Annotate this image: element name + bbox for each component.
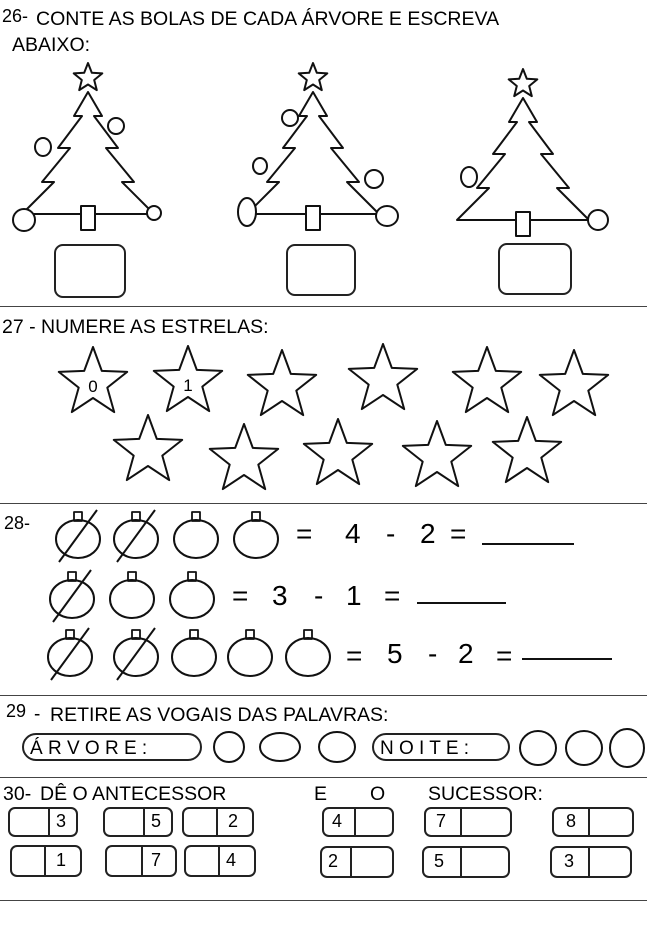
- word-noite: N O I T E :: [372, 733, 510, 761]
- q30-e: E: [314, 783, 328, 805]
- star-to-number-icon: [403, 421, 471, 486]
- successor-answer-cell[interactable]: [356, 809, 392, 835]
- given-number: 3: [564, 851, 575, 871]
- equation-minuend: 5: [387, 638, 403, 669]
- ornament-body: [170, 580, 214, 618]
- ornament-ball-icon: [50, 570, 94, 622]
- ornament-ball-icon: [238, 198, 256, 226]
- equation-equals: =: [496, 640, 513, 671]
- section-divider: [0, 306, 647, 307]
- q26-instruction-line1: CONTE AS BOLAS DE CADA ÁRVORE E ESCREVA: [36, 8, 500, 30]
- equation-subtrahend: 2: [458, 638, 474, 669]
- q27-instruction: 27 - NUMERE AS ESTRELAS:: [2, 316, 269, 338]
- tree-count-answer-box[interactable]: [498, 243, 572, 295]
- ornament-ball-icon: [461, 167, 477, 187]
- predecessor-answer-cell[interactable]: [10, 809, 46, 835]
- predecessor-box: [103, 807, 173, 837]
- predecessor-box: [10, 845, 82, 877]
- star-to-number-icon: [349, 344, 417, 409]
- ornament-ball-icon: [286, 630, 330, 676]
- given-number: 7: [436, 811, 447, 831]
- predecessor-box: [182, 807, 254, 837]
- predecessor-answer-cell[interactable]: [184, 809, 214, 835]
- given-number: 2: [228, 811, 239, 831]
- ornament-ball-icon: [108, 118, 124, 134]
- tree-top-star-icon: [299, 63, 328, 90]
- tree-trunk: [516, 212, 530, 236]
- ornament-ball-icon: [234, 512, 278, 558]
- star-number-label: 0: [88, 377, 98, 396]
- equation-subtrahend: 2: [420, 518, 436, 549]
- ornament-body: [50, 580, 94, 618]
- ornament-ball-icon: [228, 630, 272, 676]
- given-number: 5: [151, 811, 162, 831]
- q30-number: 30-: [3, 783, 32, 805]
- successor-answer-cell[interactable]: [590, 809, 632, 835]
- q29-dash: -: [34, 704, 41, 725]
- given-number: 3: [56, 811, 67, 831]
- given-number: 1: [56, 850, 67, 870]
- given-number: 8: [566, 811, 577, 831]
- q28-number: 28-: [4, 513, 31, 533]
- tree-top-star-icon: [74, 63, 103, 90]
- section-divider: [0, 503, 647, 504]
- tree-body: [457, 98, 589, 220]
- star-to-number-icon: [493, 417, 561, 482]
- successor-box: [422, 846, 510, 878]
- ornament-ball-icon: [48, 628, 92, 680]
- equation-equals: =: [346, 640, 363, 671]
- given-number: 4: [332, 811, 343, 831]
- q29-number: 29: [6, 701, 27, 721]
- equation-minus: -: [428, 638, 438, 669]
- equation-equals: =: [296, 518, 313, 549]
- ornament-ball-icon: [110, 572, 154, 618]
- predecessor-answer-cell[interactable]: [186, 847, 216, 875]
- ornament-body: [56, 520, 100, 558]
- successor-answer-cell[interactable]: [590, 848, 630, 876]
- equation-minus: -: [386, 518, 396, 549]
- star-to-number-icon: [210, 424, 278, 489]
- equation-equals: =: [232, 580, 249, 611]
- q26-number: 26-: [2, 6, 29, 26]
- section-divider: [0, 695, 647, 696]
- tree-body: [247, 92, 379, 214]
- successor-answer-cell[interactable]: [462, 809, 510, 835]
- q26-instruction-line2: ABAIXO:: [12, 34, 91, 56]
- given-number: 5: [434, 851, 445, 871]
- ornament-ball-icon: [35, 138, 51, 156]
- tree-trunk: [306, 206, 320, 230]
- star-to-number-icon: [248, 350, 316, 415]
- star-to-number-icon: [114, 415, 182, 480]
- ornament-ball-icon: [174, 512, 218, 558]
- successor-box: [552, 807, 634, 837]
- predecessor-box: [8, 807, 78, 837]
- ornament-ball-icon: [365, 170, 383, 188]
- equation-minuend: 4: [345, 518, 361, 549]
- ornament-body: [234, 520, 278, 558]
- successor-box: [424, 807, 512, 837]
- successor-answer-cell[interactable]: [462, 848, 508, 876]
- given-number: 2: [328, 851, 339, 871]
- answer-circle: [566, 731, 602, 765]
- tree-count-answer-box[interactable]: [54, 244, 126, 298]
- star-to-number-icon: [540, 350, 608, 415]
- equation-equals: =: [450, 518, 467, 549]
- q30-sucessor: SUCESSOR:: [428, 783, 543, 805]
- ornament-ball-icon: [282, 110, 298, 126]
- equation-minuend: 3: [272, 580, 288, 611]
- predecessor-box: [184, 845, 256, 877]
- equation-minus: -: [314, 580, 324, 611]
- star-to-number-icon: [453, 347, 521, 412]
- ornament-body: [110, 580, 154, 618]
- ornament-ball-icon: [172, 630, 216, 676]
- star-number-label: 1: [183, 376, 193, 395]
- given-number: 4: [226, 850, 237, 870]
- predecessor-answer-cell[interactable]: [107, 847, 139, 875]
- word-arvore: Á R V O R E :: [22, 733, 202, 761]
- ornament-ball-icon: [588, 210, 608, 230]
- ornament-ball-icon: [170, 572, 214, 618]
- successor-box: [320, 846, 394, 878]
- ornament-body: [174, 520, 218, 558]
- answer-circle: [319, 732, 355, 762]
- ornament-ball-icon: [56, 510, 100, 562]
- christmas-tree: [238, 63, 398, 230]
- ornament-body: [48, 638, 92, 676]
- section-divider: [0, 900, 647, 901]
- ornament-ball-icon: [114, 510, 158, 562]
- predecessor-answer-cell[interactable]: [12, 847, 42, 875]
- successor-answer-cell[interactable]: [352, 848, 392, 876]
- successor-box: [550, 846, 632, 878]
- ornament-body: [114, 520, 158, 558]
- ornament-ball-icon: [13, 209, 35, 231]
- star-to-number-icon: [304, 419, 372, 484]
- ornament-body: [172, 638, 216, 676]
- ornament-body: [114, 638, 158, 676]
- section-divider: [0, 777, 647, 778]
- predecessor-answer-cell[interactable]: [105, 809, 141, 835]
- ornament-ball-icon: [147, 206, 161, 220]
- answer-circle: [520, 731, 556, 765]
- ornament-ball-icon: [114, 628, 158, 680]
- q29-instruction: RETIRE AS VOGAIS DAS PALAVRAS:: [50, 704, 389, 726]
- answer-circle: [260, 733, 300, 761]
- tree-count-answer-box[interactable]: [286, 244, 356, 296]
- q30-instruction: DÊ O ANTECESSOR: [40, 783, 227, 805]
- ornament-body: [228, 638, 272, 676]
- equation-subtrahend: 1: [346, 580, 362, 611]
- answer-circle: [610, 729, 644, 767]
- christmas-tree: [457, 69, 608, 236]
- ornament-body: [286, 638, 330, 676]
- tree-top-star-icon: [509, 69, 538, 96]
- given-number: 7: [151, 850, 162, 870]
- equation-equals: =: [384, 580, 401, 611]
- tree-trunk: [81, 206, 95, 230]
- successor-box: [322, 807, 394, 837]
- ornament-ball-icon: [253, 158, 267, 174]
- answer-circle: [214, 732, 244, 762]
- predecessor-box: [105, 845, 177, 877]
- ornament-ball-icon: [376, 206, 398, 226]
- q30-o: O: [370, 783, 386, 805]
- christmas-tree: [13, 63, 161, 231]
